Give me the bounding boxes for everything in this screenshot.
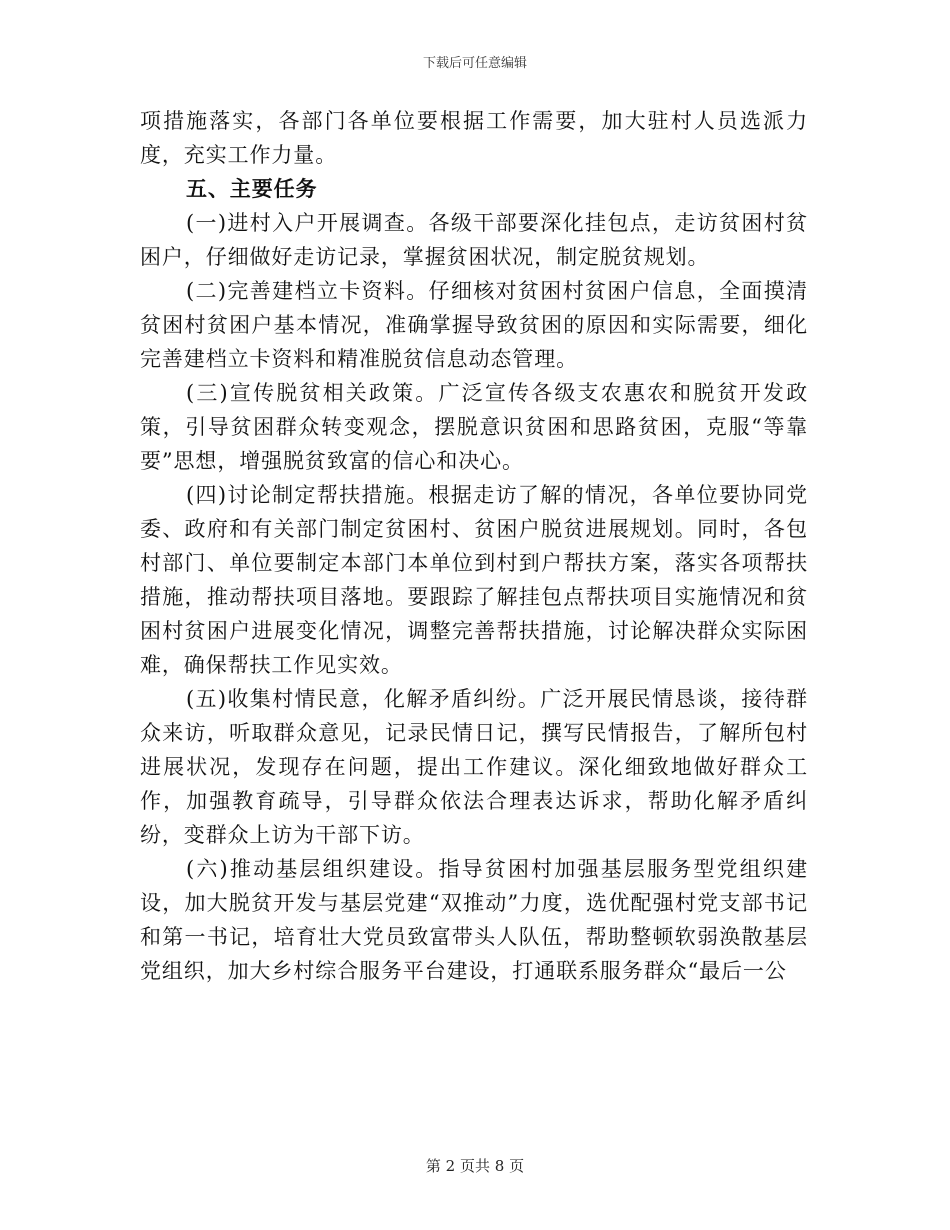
paragraph-task-3: (三)宣传脱贫相关政策。广泛宣传各级支农惠农和脱贫开发政策，引导贫困群众转变观念，摆脱意识贫困和思路贫困，克服“等靠要”思想，增强脱贫致富的信心和决心。 bbox=[140, 381, 808, 473]
paragraph-task-5: (五)收集村情民意，化解矛盾纠纷。广泛开展民情恳谈，接待群众来访，听取群众意见，记录民情日记，撰写民情报告，了解所包村进展状况，发现存在问题，提出工作建议。深化细致地做好群众工作，加强教育疏导，引导群众依法合理表达诉求，帮助化解矛盾纠纷，变群众上访为干部下访。 bbox=[140, 687, 808, 847]
page-footer: 第 2 页共 8 页 bbox=[425, 1157, 525, 1175]
paragraph-task-2: (二)完善建档立卡资料。仔细核对贫困村贫困户信息，全面摸清贫困村贫困户基本情况，准确掌握导致贫困的原因和实际需要，细化完善建档立卡资料和精准脱贫信息动态管理。 bbox=[140, 279, 808, 371]
page-header: 下载后可任意编辑 bbox=[422, 56, 527, 71]
paragraph-task-4: (四)讨论制定帮扶措施。根据走访了解的情况，各单位要协同党委、政府和有关部门制定贫困村、贫困户脱贫进展规划。同时，各包村部门、单位要制定本部门本单位到村到户帮扶方案，落实各项帮扶措施，推动帮扶项目落地。要跟踪了解挂包点帮扶项目实施情况和贫困村贫困户进展变化情况，调整完善帮扶措施，讨论解决群众实际困难，确保帮扶工作见实效。 bbox=[140, 483, 808, 677]
paragraph-continuation: 项措施落实，各部门各单位要根据工作需要，加大驻村人员选派力度，充实工作力量。 bbox=[140, 109, 808, 167]
paragraph-task-6: (六)推动基层组织建设。指导贫困村加强基层服务型党组织建设，加大脱贫开发与基层党建“双推动”力度，选优配强村党支部书记和第一书记，培育壮大党员致富带头人队伍，帮助整顿软弱涣散基层党组织，加大乡村综合服务平台建设，打通联系服务群众“最后一公 bbox=[140, 857, 808, 983]
section-heading-main-tasks: 五、主要任务 bbox=[186, 176, 318, 201]
paragraph-task-1: (一)进村入户开展调查。各级干部要深化挂包点，走访贫困村贫困户，仔细做好走访记录，掌握贫困状况，制定脱贫规划。 bbox=[140, 211, 808, 269]
document-body bbox=[140, 104, 808, 988]
